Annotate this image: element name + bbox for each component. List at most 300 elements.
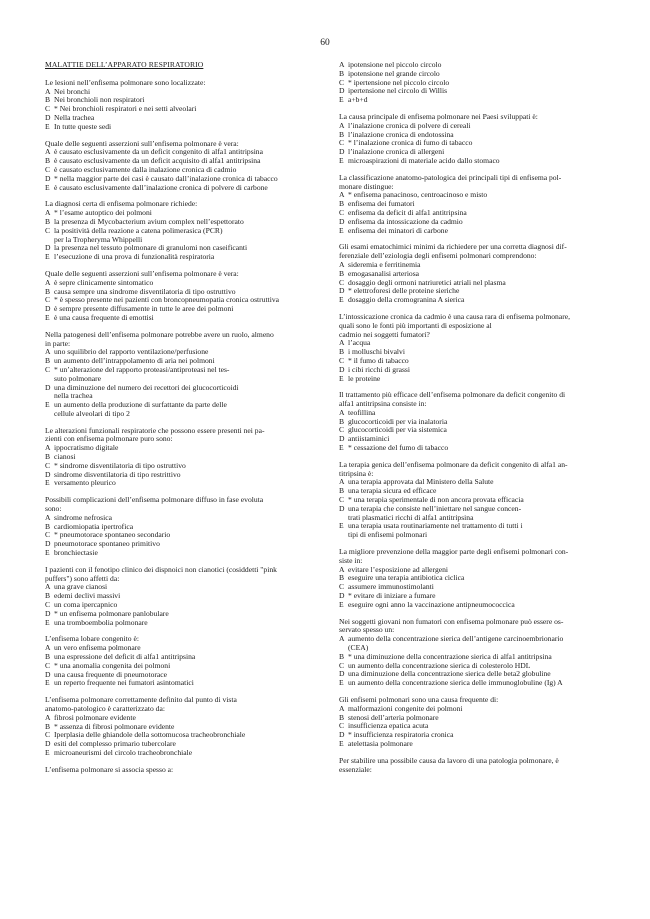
option-line: è una causa frequente di emottisi: [54, 312, 154, 322]
option-line: stenosi dell’arteria polmonare: [348, 712, 439, 722]
option-line: antiistaminici: [348, 434, 390, 444]
option-letter: C: [339, 207, 345, 217]
option-line: enfisema dei fumatori: [348, 199, 415, 209]
question-block: [339, 313, 611, 383]
option-letter: A: [45, 712, 51, 722]
question-block: [339, 391, 611, 453]
option-letter: E: [339, 155, 344, 165]
option-line: * un’alterazione del rapporto proteasi/antiproteasi nel tes-: [54, 364, 230, 374]
question-block: [45, 270, 317, 323]
option-line: sindrome disventilatoria di tipo restrittivo: [54, 469, 181, 479]
option-line: sindrome nefrosica: [54, 512, 112, 522]
left-column: [45, 61, 317, 783]
option-line: un aumento della concentrazione sierica delle immunoglobuline (Ig) A: [348, 678, 563, 688]
stem-line: puffers") sono affetti da:: [45, 573, 120, 583]
option-text: [348, 157, 611, 166]
option-line: ipertensione nel circolo di Willis: [348, 86, 448, 96]
option-letter: E: [339, 678, 344, 688]
option-letter: E: [339, 599, 344, 609]
option-text: [348, 87, 611, 96]
answer-option: [45, 549, 317, 558]
option-line: * una anomalia congenita dei polmoni: [54, 660, 171, 670]
option-letter: C: [339, 77, 345, 87]
option-line: una diminuzione del numero dei recettori dei glucocorticoidi: [54, 382, 239, 392]
option-line: la presenza di Mycobacterium avium complex nell’espettorato: [54, 216, 244, 226]
option-line: un vero enfisema polmonare: [54, 643, 141, 653]
option-letter: C: [45, 225, 51, 235]
stem-line: sono:: [45, 504, 62, 514]
option-letter: E: [339, 225, 344, 235]
option-text: [54, 123, 317, 132]
option-letter: B: [339, 712, 345, 722]
option-text: [348, 444, 611, 453]
question-block: [339, 461, 611, 540]
option-letter: D: [45, 112, 51, 122]
option-line: sideremia e ferritinemia: [348, 259, 421, 269]
stem-line: La classificazione anatomo-patologica dei principali tipi di enfisema pol-: [339, 172, 562, 182]
option-letter: A: [45, 277, 51, 287]
option-line: trati plasmatici ricchi di alfa1 antitripsina: [348, 512, 474, 522]
option-line: * Nei bronchioli respiratori e nei setti alveolari: [54, 104, 197, 114]
option-letter: D: [45, 173, 51, 183]
page-number: 60: [320, 38, 330, 48]
stem-line: La causa principale di enfisema polmonare nei Paesi sviluppati è:: [339, 111, 538, 121]
answer-option: [45, 444, 317, 453]
option-letter: D: [339, 147, 345, 157]
option-line: * l’esame autoptico dei polmoni: [54, 208, 152, 218]
answer-option: [339, 375, 611, 384]
option-line: a+b+d: [348, 95, 368, 105]
option-letter: A: [45, 347, 51, 357]
option-letter: E: [45, 182, 50, 192]
stem-line: Quale delle seguenti asserzioni sull’enfisema polmonare è vera:: [45, 268, 239, 278]
question-stem: [339, 243, 611, 261]
stem-line: Il trattamento più efficace dell’enfisema polmonare da deficit congenito di: [339, 390, 566, 400]
option-line: atelettasia polmonare: [348, 738, 413, 748]
option-letter: C: [45, 164, 51, 174]
answer-option: [339, 505, 611, 523]
option-line: l’esecuzione di una prova di funzionalità respiratoria: [54, 252, 215, 262]
stem-line: Le lesioni nell’enfisema polmonare sono localizzate:: [45, 77, 206, 87]
option-letter: C: [339, 277, 345, 287]
option-letter: A: [45, 208, 51, 218]
option-line: è sepre clinicamente sintomatico: [54, 277, 154, 287]
option-letter: B: [339, 573, 345, 583]
question-stem: [45, 427, 317, 445]
question-stem: [339, 391, 611, 409]
stem-line: I pazienti con il fenotipo clinico dei dispnoici non cianotici (cosiddetti "pink: [45, 564, 277, 574]
stem-line: La terapia genica dell’enfisema polmonare da deficit congenito di alfa1 an-: [339, 459, 568, 469]
option-letter: B: [339, 347, 345, 357]
question-block: [45, 566, 317, 628]
option-line: teofillina: [348, 407, 376, 417]
option-line: la positività della reazione a catena polimerasica (PCR): [54, 225, 223, 235]
answer-option: [339, 96, 611, 105]
option-letter: A: [339, 338, 345, 348]
option-line: * cessazione del fumo di tabacco: [348, 443, 449, 453]
stem-line: monare distingue:: [339, 181, 394, 191]
option-letter: D: [339, 86, 345, 96]
question-block: [339, 548, 611, 610]
question-stem: [45, 566, 317, 584]
question-stem: [339, 461, 611, 479]
option-letter: D: [339, 730, 345, 740]
option-line: * pneumotorace spontaneo secondario: [54, 530, 171, 540]
option-line: Nella trachea: [54, 112, 95, 122]
question-block: [45, 200, 317, 262]
answer-option: [339, 522, 611, 540]
question-block: [45, 331, 317, 419]
option-letter: C: [45, 364, 51, 374]
option-line: un coma ipercapnico: [54, 600, 118, 610]
option-line: una diminuzione della concentrazione sierica delle beta2 globuline: [348, 669, 551, 679]
option-letter: B: [45, 95, 51, 105]
option-letter: A: [45, 443, 51, 453]
option-line: * evitare di iniziare a fumare: [348, 591, 436, 601]
question-block: [339, 696, 611, 749]
stem-line: quali sono le fonti più importanti di esposizione al: [339, 320, 492, 330]
option-line: * il fumo di tabacco: [348, 355, 409, 365]
option-line: * enfisema panacinoso, centroacinoso e misto: [348, 190, 488, 200]
option-line: l’inalazione cronica di allergeni: [348, 147, 445, 157]
option-line: un aumento della concentrazione sierica di colesterolo HDL: [348, 660, 531, 670]
option-text: [54, 366, 317, 384]
option-text: [348, 679, 611, 688]
question-stem: [339, 757, 611, 775]
option-line: glucocorticoidi per via inalatoria: [348, 416, 448, 426]
option-letter: D: [339, 364, 345, 374]
stem-line: cadmio nei soggetti fumatori?: [339, 329, 430, 339]
answer-option: [45, 123, 317, 132]
option-letter: A: [339, 60, 345, 69]
option-line: i molluschi bivalvi: [348, 347, 405, 357]
answer-option: [45, 253, 317, 262]
stem-line: anatomo-patologico è caratterizzato da:: [45, 704, 165, 713]
option-letter: A: [45, 643, 51, 653]
option-letter: E: [339, 95, 344, 105]
option-line: cianosi: [54, 452, 76, 462]
option-line: edemi declivi massivi: [54, 591, 121, 601]
option-letter: B: [45, 591, 51, 601]
option-line: versamento pleurico: [54, 478, 116, 488]
answer-option: [339, 635, 611, 653]
stem-line: L’enfisema polmonare correttamente definito dal punto di vista: [45, 695, 237, 705]
answer-option: [45, 479, 317, 488]
stem-line: Per stabilire una possibile causa da lavoro di una patologia polmonare, è: [339, 755, 559, 765]
option-line: cardiomiopatia ipertrofica: [54, 521, 134, 531]
option-line: una terapia usata routinariamente nel trattamento di tutti i: [348, 521, 523, 531]
option-line: Nei bronchi: [54, 86, 91, 96]
option-line: * l’inalazione cronica di fumo di tabacco: [348, 138, 473, 148]
option-line: * è spesso presente nei pazienti con broncopneumopatia cronica ostruttiva: [54, 295, 279, 305]
option-line: un aumento della produzione di surfattante da parte delle: [54, 400, 227, 410]
option-line: ippocratismo digitale: [54, 443, 119, 453]
option-text: [348, 505, 611, 523]
option-line: ipotensione nel grande circolo: [348, 68, 440, 78]
option-line: * ipertensione nel piccolo circolo: [348, 77, 450, 87]
option-line: ipotensione nel piccolo circolo: [348, 60, 442, 69]
option-line: (CEA): [348, 643, 369, 653]
option-text: [54, 384, 317, 402]
option-text: [54, 679, 317, 688]
option-letter: E: [45, 617, 50, 627]
option-letter: B: [339, 486, 345, 496]
option-line: glucocorticoidi per via sistemica: [348, 425, 447, 435]
option-line: * un enfisema polmonare panlobulare: [54, 608, 169, 618]
option-line: causa sempre una sindrome disventilatoria di tipo ostruttivo: [54, 286, 236, 296]
stem-line: La migliore prevenzione della maggior parte degli enfisemi polmonari con-: [339, 547, 569, 557]
option-line: è causato esclusivamente dalla inalazione cronica di cadmio: [54, 164, 237, 174]
option-letter: C: [45, 600, 51, 610]
stem-line: essenziale:: [339, 764, 372, 774]
option-line: * insufficienza respiratoria cronica: [348, 730, 454, 740]
option-line: suto polmonare: [54, 373, 102, 383]
question-stem: [339, 548, 611, 566]
section-title: MALATTIE DELL’APPARATO RESPIRATORIO: [45, 60, 204, 69]
stem-line: Gli esami ematochimici minimi da richiedere per una corretta diagnosi dif-: [339, 242, 567, 252]
question-block: [339, 61, 611, 105]
option-line: è causato esclusivamente dall’inalazione cronica di polvere di carbone: [54, 182, 268, 192]
option-text: [348, 601, 611, 610]
question-stem: [339, 618, 611, 636]
option-letter: D: [45, 304, 51, 314]
option-letter: D: [339, 216, 345, 226]
question-stem: [339, 174, 611, 192]
option-line: uno squilibrio del rapporto ventilazione/perfusione: [54, 347, 209, 357]
option-letter: D: [339, 434, 345, 444]
option-letter: D: [45, 469, 51, 479]
stem-line: Le alterazioni funzionali respiratorie che possono essere presenti nei pa-: [45, 425, 265, 435]
option-line: dosaggio della cromogranina A sierica: [348, 295, 465, 305]
option-text: [54, 749, 317, 758]
option-line: insufficienza epatica acuta: [348, 721, 429, 731]
option-line: evitare l’esposizione ad allergeni: [348, 564, 449, 574]
option-letter: B: [45, 286, 51, 296]
option-line: eseguire una terapia antibiotica ciclica: [348, 573, 465, 583]
option-letter: C: [45, 660, 51, 670]
option-letter: C: [45, 730, 51, 740]
option-letter: B: [339, 268, 345, 278]
option-letter: A: [339, 259, 345, 269]
question-block: [45, 140, 317, 193]
answer-option: [339, 679, 611, 688]
option-letter: B: [339, 651, 345, 661]
answer-option: [339, 601, 611, 610]
option-letter: A: [45, 512, 51, 522]
option-text: [54, 619, 317, 628]
answer-option: [339, 227, 611, 236]
option-text: [348, 96, 611, 105]
option-text: [348, 522, 611, 540]
answer-option: [45, 314, 317, 323]
option-line: Nei bronchioli non respiratori: [54, 95, 145, 105]
option-letter: C: [45, 104, 51, 114]
stem-line: siste in:: [339, 555, 363, 565]
option-line: * nella maggior parte dei casi è causato dall’inalazione cronica di tabacco: [54, 173, 278, 183]
question-block: [45, 635, 317, 688]
option-letter: C: [339, 425, 345, 435]
option-letter: D: [339, 286, 345, 296]
option-letter: A: [339, 477, 345, 487]
option-text: [348, 366, 611, 375]
option-line: emogasanalisi arteriosa: [348, 268, 420, 278]
option-letter: C: [339, 495, 345, 505]
option-line: è sempre presente diffusamente in tutte le aree dei polmoni: [54, 304, 234, 314]
option-letter: D: [45, 669, 51, 679]
answer-option: [339, 740, 611, 749]
option-letter: B: [339, 129, 345, 139]
option-letter: A: [339, 564, 345, 574]
stem-line: Possibili complicazioni dell’enfisema polmonare diffuso in fase evoluta: [45, 495, 264, 505]
option-letter: E: [45, 252, 50, 262]
option-letter: E: [45, 548, 50, 558]
question-block: [45, 496, 317, 558]
option-letter: E: [339, 295, 344, 305]
option-line: nella trachea: [54, 391, 93, 401]
option-letter: B: [339, 199, 345, 209]
answer-option: [45, 401, 317, 419]
option-line: pneumotorace spontaneo primitivo: [54, 539, 160, 549]
option-letter: A: [339, 634, 345, 644]
option-letter: D: [45, 608, 51, 618]
option-text: [348, 296, 611, 305]
question-block: [45, 79, 317, 132]
option-letter: D: [45, 243, 51, 253]
option-line: microaspirazioni di materiale acido dallo stomaco: [348, 155, 500, 165]
option-letter: E: [45, 400, 50, 410]
option-line: l’inalazione cronica di endotossina: [348, 129, 454, 139]
option-letter: E: [339, 443, 344, 453]
stem-line: Nella patogenesi dell’enfisema polmonare potrebbe avere un ruolo, almeno: [45, 329, 274, 339]
option-text: [54, 253, 317, 262]
question-block: [339, 113, 611, 166]
answer-option: [339, 444, 611, 453]
option-letter: A: [339, 120, 345, 130]
option-line: una grave cianosi: [54, 582, 108, 592]
answer-option: [45, 619, 317, 628]
option-letter: C: [339, 138, 345, 148]
option-letter: A: [45, 582, 51, 592]
option-letter: C: [339, 721, 345, 731]
option-letter: D: [339, 669, 345, 679]
option-line: * una diminuzione della concentrazione sierica di alfa1 antitripsina: [348, 651, 552, 661]
option-line: In tutte queste sedi: [54, 121, 112, 131]
stem-line: zienti con enfisema polmonare puro sono:: [45, 434, 173, 444]
question-stem: [45, 696, 317, 714]
option-line: le proteine: [348, 373, 381, 383]
option-letter: E: [45, 747, 50, 757]
answer-option: [339, 296, 611, 305]
option-letter: E: [339, 521, 344, 531]
option-line: microaneurismi del circolo tracheobronchiale: [54, 747, 193, 757]
answer-option: [45, 184, 317, 193]
option-text: [348, 375, 611, 384]
option-text: [54, 479, 317, 488]
option-letter: C: [339, 582, 345, 592]
answer-option: [45, 227, 317, 245]
option-letter: B: [45, 452, 51, 462]
option-text: [348, 635, 611, 653]
answer-option: [45, 366, 317, 384]
option-text: [54, 314, 317, 323]
option-letter: E: [45, 478, 50, 488]
option-letter: A: [339, 703, 345, 713]
option-line: una terapia approvata dal Ministero della Salute: [348, 477, 494, 487]
option-text: [54, 549, 317, 558]
option-line: * una terapia sperimentale di non ancora provata efficacia: [348, 495, 524, 505]
right-column: [339, 61, 611, 782]
question-stem: [45, 496, 317, 514]
option-line: esiti del complesso primario tubercolare: [54, 739, 176, 749]
stem-line: L’intossicazione cronica da cadmio è una causa rara di enfisema polmonare,: [339, 311, 571, 321]
option-line: l’acqua: [348, 338, 371, 348]
option-letter: B: [45, 721, 51, 731]
option-line: * sindrome disventilatoria di tipo ostruttivo: [54, 460, 186, 470]
question-block: [339, 618, 611, 688]
option-letter: C: [339, 355, 345, 365]
option-line: eseguire ogni anno la vaccinazione antipneumococcica: [348, 599, 515, 609]
option-line: enfisema da deficit di alfa1 antitripsina: [348, 207, 467, 217]
option-line: è causato esclusivamente da un deficit acquisito di alfa1 antitripsina: [54, 156, 261, 166]
option-line: aumento della concentrazione sierica dell’antigene carcinoembrionario: [348, 634, 564, 644]
stem-line: servato spesso un:: [339, 625, 395, 635]
option-line: una causa frequente di pneumotorace: [54, 669, 168, 679]
option-letter: D: [339, 503, 345, 513]
option-letter: A: [339, 407, 345, 417]
option-line: una espressione del deficit di alfa1 antitripsina: [54, 652, 196, 662]
answer-option: [339, 157, 611, 166]
option-line: i cibi ricchi di grassi: [348, 364, 410, 374]
option-letter: E: [339, 738, 344, 748]
option-line: enfisema da intossicazione da cadmio: [348, 216, 463, 226]
stem-line: alfa1 antitripsina consiste in:: [339, 399, 427, 409]
option-line: * assenza di fibrosi polmonare evidente: [54, 721, 175, 731]
question-block: [45, 427, 317, 489]
option-letter: C: [45, 530, 51, 540]
option-letter: D: [339, 591, 345, 601]
option-line: malformazioni congenite dei polmoni: [348, 703, 463, 713]
option-line: bronchiectasie: [54, 548, 98, 558]
option-letter: C: [339, 660, 345, 670]
answer-option: [45, 679, 317, 688]
option-line: un reperto frequente nei fumatori asintomatici: [54, 678, 194, 688]
option-line: l’inalazione cronica di polvere di cereali: [348, 120, 471, 130]
question-block: [339, 174, 611, 236]
option-letter: D: [45, 739, 51, 749]
option-letter: E: [45, 121, 50, 131]
option-text: [54, 184, 317, 193]
option-text: [54, 401, 317, 419]
option-line: Iperplasia delle ghiandole della sottomucosa tracheobronchiale: [54, 730, 246, 740]
option-letter: D: [45, 539, 51, 549]
stem-line: titripsina è:: [339, 468, 374, 478]
option-letter: A: [339, 190, 345, 200]
option-letter: E: [45, 312, 50, 322]
option-line: enfisema dei minatori di carbone: [348, 225, 448, 235]
option-letter: C: [45, 295, 51, 305]
stem-line: Gli enfisemi polmonari sono una causa frequente di:: [339, 695, 499, 704]
option-line: assumere immunostimolanti: [348, 582, 434, 592]
option-line: una terapia che consiste nell’iniettare nel sangue concen-: [348, 503, 522, 513]
option-line: è causato esclusivamente da un deficit congenito di alfa1 antitripsina: [54, 147, 263, 157]
option-letter: B: [45, 156, 51, 166]
option-line: una terapia sicura ed efficace: [348, 486, 437, 496]
option-letter: E: [45, 678, 50, 688]
option-line: fibrosi polmonare evidente: [54, 712, 136, 722]
stem-line: in parte:: [45, 338, 71, 348]
stem-line: L’enfisema lobare congenito è:: [45, 634, 139, 644]
question-block: [45, 766, 317, 775]
